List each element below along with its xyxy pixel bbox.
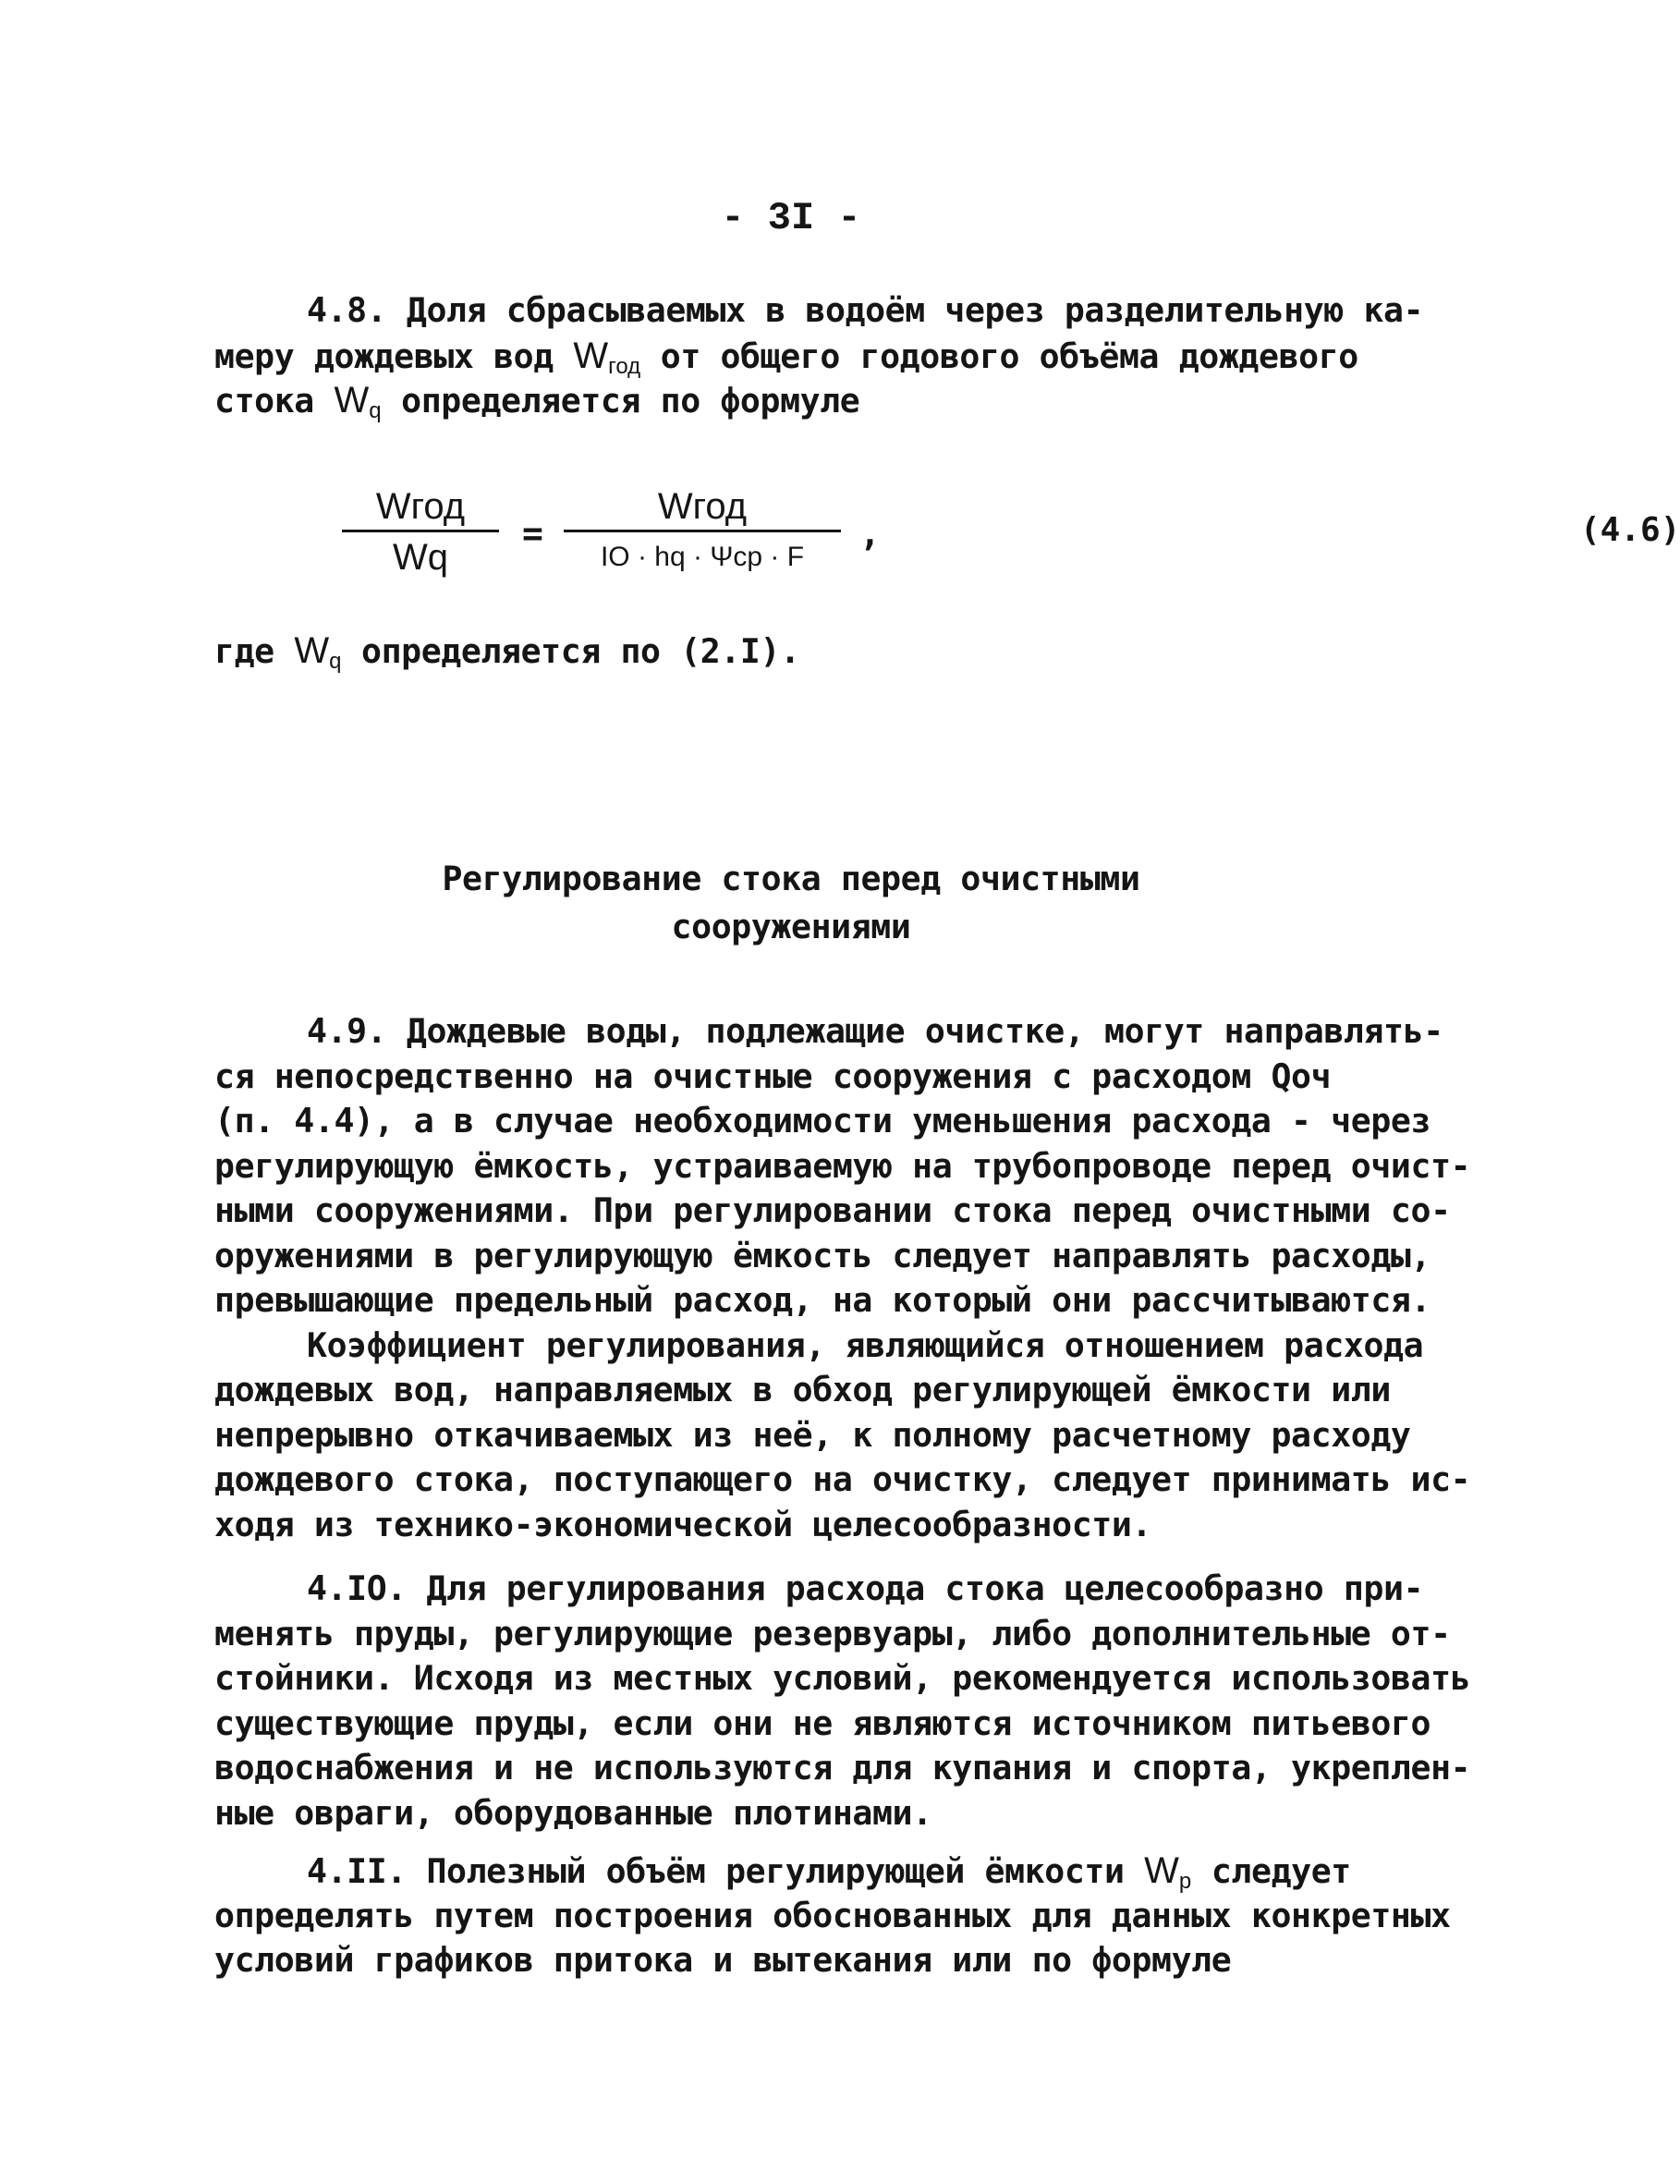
paragraph-line: 4.8. Доля сбрасываемых в водоём через разделительную ка-: [307, 290, 1424, 330]
paragraph-line: превышающие предельный расход, на который они рассчитываются.: [214, 1280, 1431, 1320]
text-run: где: [214, 631, 295, 671]
paragraph-line: непрерывно откачиваемых из неё, к полному расчетному расходу: [214, 1414, 1411, 1455]
where-line: [214, 628, 1368, 674]
paragraph-line: Коэффициент регулирования, являющийся отношением расхода: [307, 1324, 1424, 1365]
text-run: следует: [1191, 1851, 1351, 1891]
rhs-numerator: Wгод: [657, 486, 748, 527]
equation-number: (4.6): [1580, 511, 1680, 549]
paragraph-line: определять путем построения обоснованных для данных конкретных: [214, 1895, 1451, 1935]
paragraph-line: [214, 334, 1368, 379]
paragraph-line: существующие пруды, если они не являются источником питьевого: [214, 1702, 1431, 1743]
paragraph-line: регулирующую ёмкость, устраиваемую на трубопроводе перед очист-: [214, 1145, 1471, 1186]
paragraph-line: оружениями в регулирующую ёмкость следует направлять расходы,: [214, 1235, 1431, 1275]
paragraph-line: ся непосредственно на очистные сооружения с расходом Qоч: [214, 1055, 1332, 1096]
paragraph-line: условий графиков притока и вытекания или по формуле: [214, 1940, 1232, 1980]
section-4-8: [214, 288, 1424, 423]
rhs-denominator: IO · hq · Ψср · F: [600, 542, 805, 572]
text-run: меру дождевых вод: [214, 336, 574, 376]
text-run: от общего годового объёма дождевого: [640, 336, 1358, 376]
formula-4-6: [342, 485, 1680, 587]
section-4-9: [214, 1009, 1471, 1547]
symbol-w-god: $W_{год}$: [573, 335, 641, 379]
paragraph-line: [214, 378, 1368, 423]
paragraph-line: ходя из технико-экономической целесообразности.: [214, 1504, 1152, 1544]
lhs-denominator: Wq: [393, 537, 448, 578]
paragraph-line: 4.IO. Для регулирования расхода стока целесообразно при-: [307, 1568, 1424, 1608]
section-4-11: [214, 1848, 1451, 1983]
equals-sign: =: [522, 513, 543, 554]
paragraph-line: стойники. Исходя из местных условий, рекомендуется использовать: [214, 1658, 1471, 1698]
fraction-bar: [564, 530, 841, 532]
paragraph-line: водоснабжения и не используются для купания и спорта, укреплен-: [214, 1748, 1471, 1787]
paragraph-line: ными сооружениями. При регулировании стока перед очистными со-: [214, 1190, 1451, 1230]
text-run: определяется по (2.I).: [341, 631, 800, 671]
paragraph-line: (п. 4.4), а в случае необходимости уменьшения расхода - через: [214, 1101, 1431, 1141]
page-number: - 3I -: [721, 196, 861, 240]
lhs-fraction: [342, 485, 499, 579]
fraction-bar: [342, 530, 499, 532]
paragraph-line: ные овраги, оборудованные плотинами.: [214, 1792, 932, 1833]
paragraph-line: [214, 1848, 1368, 1894]
paragraph-line: дождевых вод, направляемых в обход регулирующей ёмкости или: [214, 1370, 1391, 1409]
paragraph-line: дождевого стока, поступающего на очистку, следует принимать ис-: [214, 1459, 1471, 1499]
heading-line: сооружениями: [671, 907, 911, 946]
symbol-w-p: $W_p$: [1144, 1850, 1192, 1894]
paragraph-line: менять пруды, регулирующие резервуары, либо дополнительные от-: [214, 1613, 1451, 1653]
section-heading: [214, 855, 1368, 951]
text-run: стока: [214, 381, 335, 421]
text-run: 4.II. Полезный объём регулирующей ёмкости: [307, 1851, 1145, 1891]
paragraph-line: [214, 628, 1368, 674]
symbol-w-q: $W_q$: [294, 630, 342, 674]
lhs-numerator: Wгод: [375, 486, 466, 527]
text-run: определяется по формуле: [381, 381, 860, 421]
formula-comma: ,: [859, 513, 881, 554]
heading-line: Регулирование стока перед очистными: [442, 859, 1140, 898]
section-4-10: [214, 1567, 1471, 1836]
rhs-fraction: [564, 485, 841, 579]
paragraph-line: 4.9. Дождевые воды, подлежащие очистке, могут направлять-: [307, 1011, 1443, 1051]
symbol-w-q: $W_q$: [334, 380, 382, 423]
